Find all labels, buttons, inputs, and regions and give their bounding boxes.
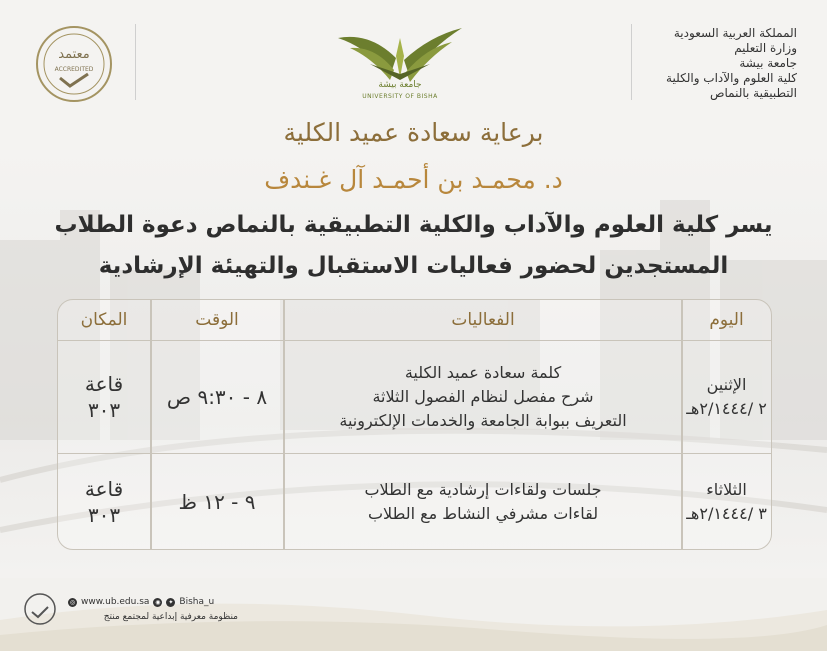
patronage-line: برعاية سعادة عميد الكلية xyxy=(283,118,544,147)
row-2-events-cell xyxy=(285,454,681,549)
university-name-arabic: جامعة بيشة xyxy=(378,80,422,90)
header-divider-left xyxy=(135,24,136,100)
event-item: شرح مفصل لنظام الفصول الثلاثة xyxy=(372,387,594,406)
row-2-place-label: قاعة xyxy=(84,476,124,501)
row-2-time: ٩ - ١٢ ظ xyxy=(178,489,256,514)
header-events: الفعاليات xyxy=(451,310,515,330)
event-item: كلمة سعادة عميد الكلية xyxy=(404,363,562,382)
footer-tagline: منظومة معرفية إبداعية لمجتمع منتج xyxy=(103,612,238,622)
schedule-table xyxy=(57,299,772,550)
invitation-line-1: يسر كلية العلوم والآداب والكلية التطبيقية بالنماص دعوة الطلاب xyxy=(54,212,773,238)
social-handle[interactable]: Bisha_u xyxy=(179,597,215,607)
gov-line: التطبيقية بالنماص xyxy=(709,86,797,100)
invitation-line-2: المستجدين لحضور فعاليات الاستقبال والتهيئة الإرشادية xyxy=(98,253,729,279)
gov-line: وزارة التعليم xyxy=(734,41,797,55)
row-2-date: ٣ /٢/١٤٤٤هـ xyxy=(686,503,767,523)
row-1-date: ٢ /٢/١٤٤٤هـ xyxy=(686,399,767,418)
page-header xyxy=(0,0,827,110)
event-item: لقاءات مشرفي النشاط مع الطلاب xyxy=(367,503,599,523)
government-header-text xyxy=(607,26,797,101)
header-divider-right xyxy=(631,24,632,100)
row-1-place-cell xyxy=(58,341,150,453)
row-1-time: ٨ - ٩:٣٠ ص xyxy=(166,385,268,409)
accredited-en-text: ACCREDITED xyxy=(54,66,94,73)
university-name-english: UNIVERSITY OF BISHA xyxy=(362,93,438,100)
header-day: اليوم xyxy=(709,310,744,330)
footer-links xyxy=(68,595,238,609)
row-2-day: الثلاثاء xyxy=(706,479,747,499)
website-link[interactable]: www.ub.edu.sa xyxy=(81,597,150,607)
instagram-icon[interactable]: ◉ xyxy=(155,598,161,606)
event-item: جلسات ولقاءات إرشادية مع الطلاب xyxy=(364,479,602,499)
dean-name: د. محمـد بن أحمـد آل غـندف xyxy=(264,165,563,194)
accredited-ar-text: معتمد xyxy=(58,47,90,62)
gov-line: كلية العلوم والآداب والكلية xyxy=(666,71,797,85)
accreditation-seal-icon xyxy=(30,24,118,104)
header-place: المكان xyxy=(80,310,128,330)
row-2-day-cell xyxy=(682,454,771,549)
footer-accreditation-icon xyxy=(20,592,60,626)
twitter-icon[interactable]: ✦ xyxy=(168,598,174,606)
header-time: الوقت xyxy=(195,310,239,330)
row-2-place-cell xyxy=(58,454,150,549)
gov-line: جامعة بيشة xyxy=(739,56,797,70)
row-1-place-label: قاعة xyxy=(84,372,124,396)
row-2-place-number: ٣٠٣ xyxy=(87,502,121,527)
row-1-place-number: ٣٠٣ xyxy=(87,398,121,422)
globe-icon: ◎ xyxy=(69,598,76,606)
row-1-day-cell xyxy=(682,341,771,453)
row-1-events-cell xyxy=(285,341,681,453)
gov-line: المملكة العربية السعودية xyxy=(673,26,797,40)
row-1-day: الإثنين xyxy=(706,375,747,394)
event-item: التعريف ببوابة الجامعة والخدمات الإلكترونية xyxy=(339,411,627,430)
